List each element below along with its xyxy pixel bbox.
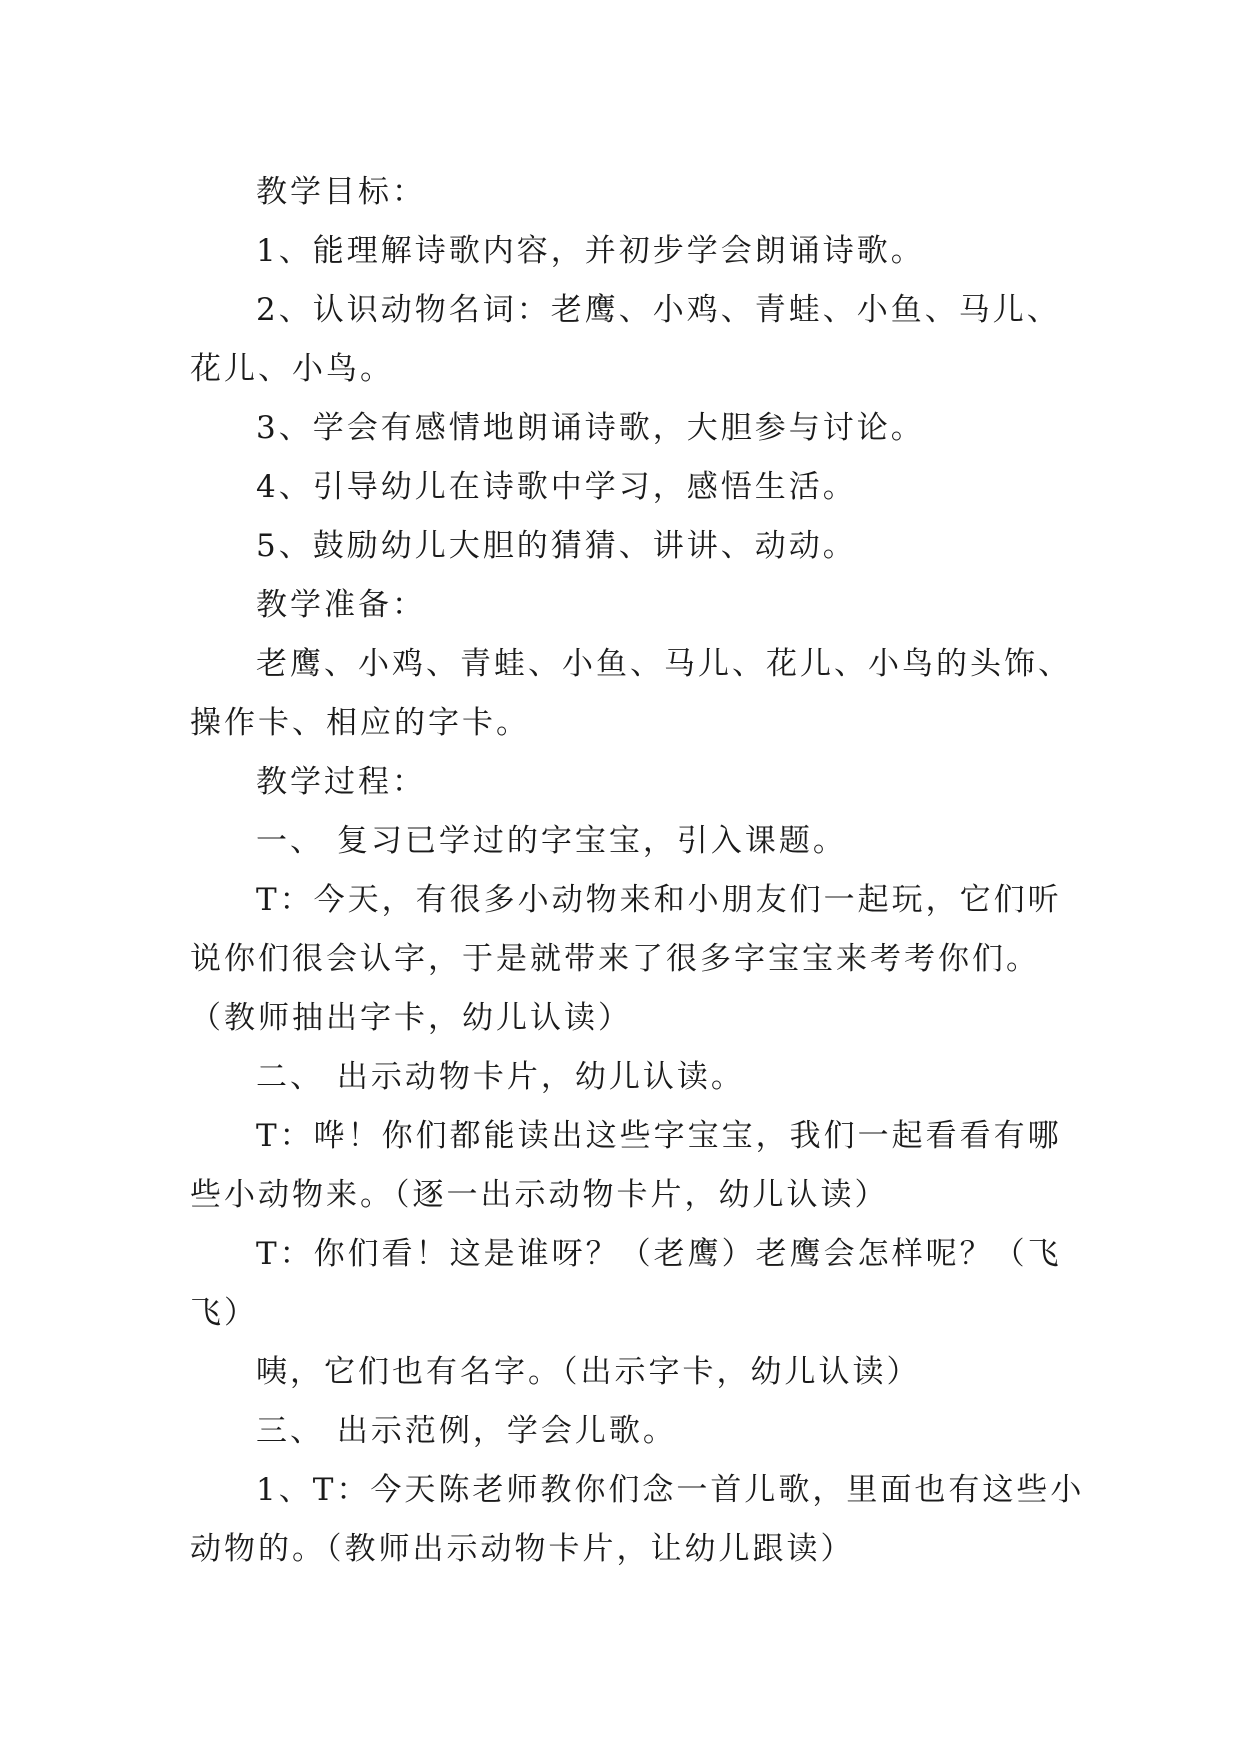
section-heading-process: 教学过程： bbox=[256, 764, 426, 800]
objective-item-5: 5、鼓励幼儿大胆的猜猜、讲讲、动动。 bbox=[256, 528, 857, 564]
preparation-text: 老鹰、小鸡、青蛙、小鱼、马儿、花儿、小鸟的头饰、 bbox=[256, 646, 1072, 682]
process-step-3-heading: 三、 出示范例，学会儿歌。 bbox=[256, 1413, 677, 1449]
objective-item-2-continued: 花儿、小鸟。 bbox=[190, 351, 394, 387]
process-step-3-dialogue: 1、T：今天陈老师教你们念一首儿歌，里面也有这些小 bbox=[256, 1472, 1085, 1508]
document-page bbox=[190, 163, 1085, 1579]
objective-item-1: 1、能理解诗歌内容，并初步学会朗诵诗歌。 bbox=[256, 233, 925, 269]
objective-item-3: 3、学会有感情地朗诵诗歌，大胆参与讨论。 bbox=[256, 410, 925, 446]
process-step-1-note: （教师抽出字卡，幼儿认读） bbox=[190, 1000, 632, 1036]
process-step-2-question-continued: 飞） bbox=[190, 1295, 258, 1331]
objective-item-4: 4、引导幼儿在诗歌中学习，感悟生活。 bbox=[256, 469, 857, 505]
process-step-1-dialogue-continued: 说你们很会认字，于是就带来了很多字宝宝来考考你们。 bbox=[190, 941, 1040, 977]
objective-item-2: 2、认识动物名词：老鹰、小鸡、青蛙、小鱼、马儿、 bbox=[256, 292, 1061, 328]
process-step-2-heading: 二、 出示动物卡片，幼儿认读。 bbox=[256, 1059, 745, 1095]
process-step-2-dialogue-continued: 些小动物来。（逐一出示动物卡片，幼儿认读） bbox=[190, 1177, 889, 1213]
process-step-2-question: T：你们看！这是谁呀？（老鹰）老鹰会怎样呢？（飞 bbox=[256, 1236, 1062, 1272]
process-step-3-dialogue-continued: 动物的。（教师出示动物卡片，让幼儿跟读） bbox=[190, 1531, 855, 1567]
section-heading-preparation: 教学准备： bbox=[256, 587, 426, 623]
section-heading-objectives: 教学目标： bbox=[256, 174, 426, 210]
process-step-2-dialogue: T：哗！你们都能读出这些字宝宝，我们一起看看有哪 bbox=[256, 1118, 1062, 1154]
process-step-1-dialogue: T：今天，有很多小动物来和小朋友们一起玩，它们听 bbox=[256, 882, 1062, 918]
process-step-1-heading: 一、 复习已学过的字宝宝，引入课题。 bbox=[256, 823, 847, 859]
preparation-text-continued: 操作卡、相应的字卡。 bbox=[190, 705, 530, 741]
process-step-2-note: 咦，它们也有名字。（出示字卡，幼儿认读） bbox=[256, 1354, 921, 1390]
